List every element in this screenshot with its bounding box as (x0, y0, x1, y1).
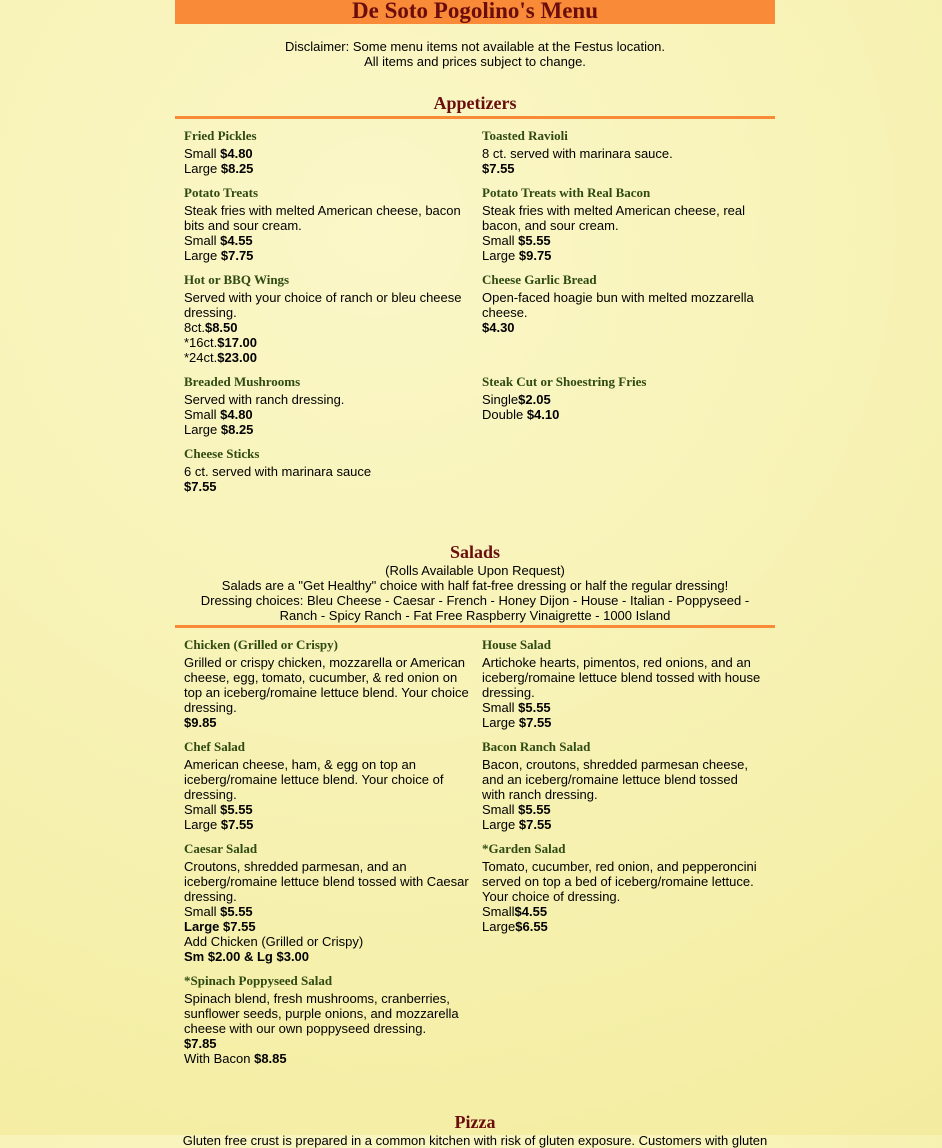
price-line (482, 233, 764, 248)
item-description: Bacon, croutons, shredded parmesan cheese, and an iceberg/romaine lettuce blend tossed with ranch dressing. (482, 757, 748, 802)
item-details (184, 464, 470, 494)
price-value: $4.55 (220, 233, 253, 248)
price-value: $4.10 (526, 407, 560, 422)
price-line (184, 146, 470, 161)
price-label: Single (482, 392, 519, 407)
price-value: $8.25 (220, 422, 254, 437)
disclaimer-line: All items and prices subject to change. (364, 54, 586, 69)
price-value: $6.55 (515, 919, 548, 934)
appetizers-section (175, 93, 775, 494)
price-label: Small (184, 904, 221, 919)
price-line (184, 919, 470, 934)
price-label: Small (184, 233, 221, 248)
item-description: American cheese, ham, & egg on top an iceberg/romaine lettuce blend. Your choice of dressing. (184, 757, 444, 802)
price-label: Large (482, 248, 519, 263)
price-label: Large (184, 161, 221, 176)
item-name: Cheese Sticks (184, 446, 260, 461)
price-line (482, 407, 764, 422)
item-details (184, 655, 470, 730)
item-details (184, 290, 470, 365)
page-title: De Soto Pogolino's Menu (175, 0, 775, 24)
price-line (184, 817, 470, 832)
price-value: $4.55 (514, 904, 548, 919)
price-label: Large (184, 919, 224, 934)
item-name: Breaded Mushrooms (184, 374, 301, 389)
price-line (184, 1051, 470, 1066)
price-line (482, 904, 764, 919)
menu-item (482, 832, 764, 964)
item-details (482, 757, 764, 832)
item-description: Served with your choice of ranch or bleu cheese dressing. (184, 290, 462, 320)
salads-note-line: Salads are a "Get Healthy" choice with half fat-free dressing or half the regular dressing! (221, 578, 729, 593)
price-value: $17.00 (217, 335, 258, 350)
price-line (482, 700, 764, 715)
section-heading-appetizers: Appetizers (433, 93, 517, 113)
price-label: Large (184, 817, 221, 832)
price-line (184, 350, 470, 365)
price-value: $9.75 (518, 248, 552, 263)
price-line (184, 422, 470, 437)
item-description: Steak fries with melted American cheese, bacon bits and sour cream. (184, 203, 461, 233)
item-addon: Add Chicken (Grilled or Crispy) (184, 934, 364, 949)
price-label: Large (482, 919, 516, 934)
price-label: Small (184, 802, 221, 817)
salads-section (175, 542, 775, 1066)
menu-item (184, 964, 470, 1066)
item-addon-price: Sm $2.00 & Lg $3.00 (184, 949, 310, 964)
menu-item (184, 730, 470, 832)
price-label: Small (482, 700, 519, 715)
menu-item (482, 365, 764, 437)
price-line (482, 817, 764, 832)
item-description: Tomato, cucumber, red onion, and pepperoncini served on top a bed of iceberg/romaine lettuce. Your choice of dressing. (482, 859, 757, 904)
item-details (184, 146, 470, 176)
section-heading-pizza: Pizza (454, 1112, 496, 1132)
price-value: $4.80 (220, 407, 253, 422)
item-details (184, 757, 470, 832)
price-label: Small (184, 407, 221, 422)
item-name: Chicken (Grilled or Crispy) (184, 637, 338, 652)
price-value: $7.55 (184, 479, 217, 494)
price-label: Small (482, 802, 519, 817)
price-line (184, 320, 470, 335)
pizza-section (175, 1112, 775, 1148)
price-value: $7.55 (223, 919, 256, 934)
item-description: Croutons, shredded parmesan, and an iceberg/romaine lettuce blend tossed with Caesar dressing. (184, 859, 469, 904)
menu-item (184, 437, 470, 494)
item-name: House Salad (482, 637, 551, 652)
price-line (184, 407, 470, 422)
price-value: $4.80 (220, 146, 253, 161)
menu-item (482, 730, 764, 832)
price-line (482, 161, 764, 176)
section-heading-salads: Salads (449, 542, 501, 562)
item-description: Steak fries with melted American cheese, real bacon, and sour cream. (482, 203, 746, 233)
price-label: Small (482, 233, 519, 248)
price-value: $5.55 (518, 700, 551, 715)
item-details (482, 203, 764, 263)
price-value: $9.85 (184, 715, 217, 730)
price-label: Large (482, 817, 519, 832)
salads-note-line: (Rolls Available Upon Request) (385, 563, 565, 578)
menu-item (482, 176, 764, 263)
price-line (482, 248, 764, 263)
price-value: $5.55 (518, 802, 551, 817)
item-name: Steak Cut or Shoestring Fries (482, 374, 647, 389)
item-details (184, 991, 470, 1066)
item-description: 6 ct. served with marinara sauce (184, 464, 372, 479)
price-line (184, 248, 470, 263)
price-label: Double (482, 407, 527, 422)
pizza-note: Gluten free crust is prepared in a common kitchen with risk of gluten exposure. Customers with gluten (182, 1133, 768, 1148)
price-line (482, 392, 764, 407)
price-value: $4.30 (482, 320, 515, 335)
price-line (184, 335, 470, 350)
price-label: With Bacon (184, 1051, 255, 1066)
price-value: $5.55 (220, 904, 253, 919)
salads-grid (175, 628, 775, 1066)
item-name: Hot or BBQ Wings (184, 272, 290, 287)
price-value: $7.55 (220, 817, 254, 832)
price-value: $7.75 (220, 248, 254, 263)
item-details (184, 392, 470, 437)
item-details (482, 655, 764, 730)
menu-item (184, 628, 470, 730)
price-line (184, 715, 470, 730)
menu-item (184, 119, 470, 176)
price-label: Large (184, 248, 221, 263)
item-description: Grilled or crispy chicken, mozzarella or American cheese, egg, tomato, cucumber, & red onion on top an iceberg/romaine lettuce blend. Your choice dressing. (184, 655, 469, 715)
price-label: Large (482, 715, 519, 730)
menu-item (184, 832, 470, 964)
price-label: Small (482, 904, 515, 919)
menu-item (482, 628, 764, 730)
item-name: Fried Pickles (184, 128, 257, 143)
item-name: Potato Treats (184, 185, 259, 200)
price-line (482, 802, 764, 817)
item-name: Caesar Salad (184, 841, 258, 856)
price-label: Small (184, 146, 221, 161)
salads-note-line: Dressing choices: Bleu Cheese - Caesar - French - Honey Dijon - House - Italian - Poppyseed - Ranch - Spicy Ranch - Fat Free Raspberry Vinaigrette - 1000 Island (200, 593, 750, 623)
price-line (184, 1036, 470, 1051)
price-line (184, 161, 470, 176)
item-name: *Garden Salad (482, 841, 566, 856)
price-label: *24ct. (184, 350, 218, 365)
item-description: Spinach blend, fresh mushrooms, cranberries, sunflower seeds, purple onions, and mozzarella cheese with our own poppyseed dressing. (184, 991, 459, 1036)
price-line (482, 320, 764, 335)
menu-item (482, 263, 764, 365)
price-value: $7.55 (482, 161, 515, 176)
price-value: $2.05 (518, 392, 551, 407)
price-line (482, 715, 764, 730)
price-line (482, 919, 764, 934)
item-details (482, 290, 764, 335)
item-details (482, 146, 764, 176)
price-value: $5.55 (220, 802, 253, 817)
disclaimer-line: Disclaimer: Some menu items not available at the Festus location. (284, 39, 666, 54)
price-label: Large (184, 422, 221, 437)
item-details (482, 392, 764, 422)
price-value: $7.55 (518, 817, 552, 832)
menu-item (184, 176, 470, 263)
item-name: Chef Salad (184, 739, 246, 754)
menu-item (482, 119, 764, 176)
item-name: Cheese Garlic Bread (482, 272, 597, 287)
price-line (184, 479, 470, 494)
price-value: $8.50 (204, 320, 238, 335)
disclaimer (175, 39, 775, 69)
price-value: $8.25 (220, 161, 254, 176)
price-value: $23.00 (217, 350, 258, 365)
price-label: 8ct. (184, 320, 205, 335)
item-name: Potato Treats with Real Bacon (482, 185, 651, 200)
salads-note (175, 563, 775, 623)
price-line (184, 904, 470, 919)
item-details (482, 859, 764, 934)
item-details (184, 203, 470, 263)
price-value: $5.55 (518, 233, 551, 248)
price-value: $7.55 (518, 715, 552, 730)
item-name: *Spinach Poppyseed Salad (184, 973, 333, 988)
price-value: $8.85 (254, 1051, 287, 1066)
item-name: Toasted Ravioli (482, 128, 568, 143)
price-line (184, 802, 470, 817)
price-line (184, 233, 470, 248)
item-description: Served with ranch dressing. (184, 392, 345, 407)
menu-page (175, 0, 775, 1148)
item-description: 8 ct. served with marinara sauce. (482, 146, 673, 161)
menu-item (184, 263, 470, 365)
menu-item (184, 365, 470, 437)
item-details (184, 859, 470, 964)
price-label: *16ct. (184, 335, 218, 350)
item-description: Open-faced hoagie bun with melted mozzarella cheese. (482, 290, 754, 320)
item-name: Bacon Ranch Salad (482, 739, 591, 754)
item-description: Artichoke hearts, pimentos, red onions, and an iceberg/romaine lettuce blend tossed with house dressing. (482, 655, 761, 700)
appetizers-grid (175, 119, 775, 494)
price-value: $7.85 (184, 1036, 217, 1051)
